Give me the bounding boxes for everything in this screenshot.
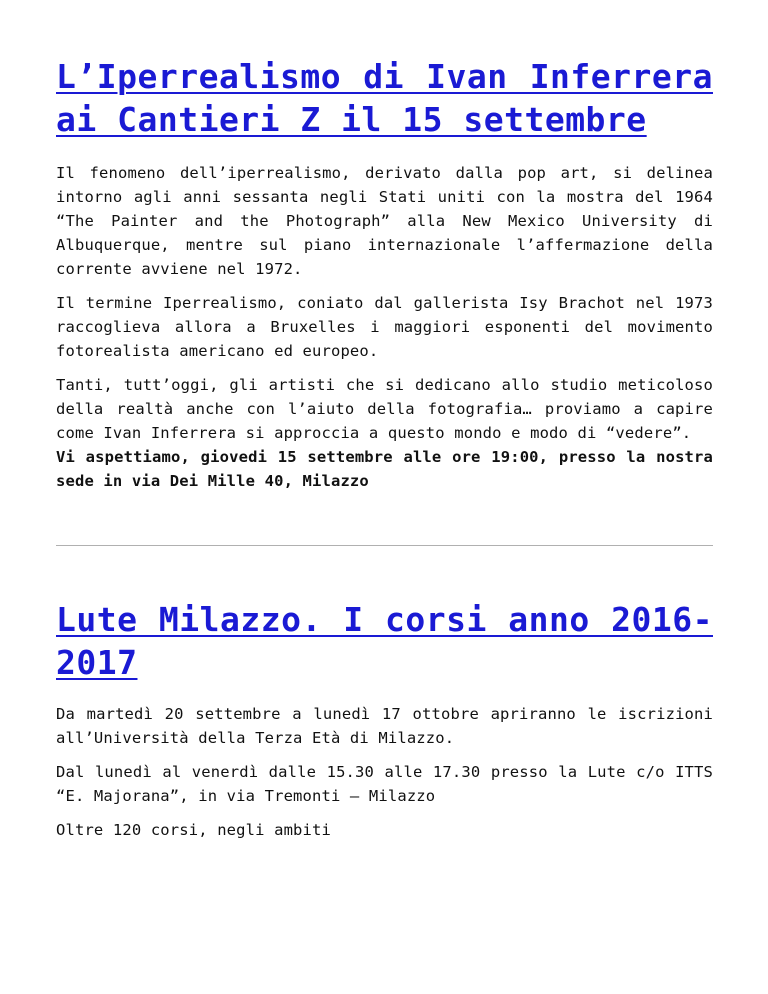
post-iperrealismo — [56, 55, 713, 493]
paragraph: Oltre 120 corsi, negli ambiti — [56, 821, 331, 839]
event-highlight: Vi aspettiamo, giovedi 15 settembre alle ore 19:00, presso la nostra sede in via Dei Mille 40, Milazzo — [56, 448, 713, 490]
post-body — [56, 161, 713, 493]
paragraph-text: Tanti, tutt’oggi, gli artisti che si dedicano allo studio meticoloso della realtà anche con l’aiuto della fotografia… proviamo a capire come Ivan Inferrera si approccia a questo mondo e modo di “vedere”. — [56, 376, 713, 442]
paragraph: Da martedì 20 settembre a lunedì 17 ottobre apriranno le iscrizioni all’Università della Terza Età di Milazzo. — [56, 705, 713, 747]
page-content — [56, 0, 713, 852]
paragraph: Dal lunedì al venerdì dalle 15.30 alle 17.30 presso la Lute c/o ITTS “E. Majorana”, in via Tremonti – Milazzo — [56, 763, 713, 805]
paragraph-with-highlight — [56, 373, 713, 493]
post-title-link[interactable]: L’Iperrealismo di Ivan Inferrera ai Cantieri Z il 15 settembre — [56, 57, 713, 139]
paragraph: Il fenomeno dell’iperrealismo, derivato dalla pop art, si delinea intorno agli anni sessanta negli Stati uniti con la mostra del 1964 “The Painter and the Photograph” alla New Mexico University di Albuquerque, mentre sul piano internazionale l’affermazione della corrente avviene nel 1972. — [56, 164, 713, 278]
post-body — [56, 702, 713, 842]
post-title — [56, 55, 713, 141]
post-separator — [56, 545, 713, 546]
post-lute-milazzo — [56, 598, 713, 842]
paragraph: Il termine Iperrealismo, coniato dal gallerista Isy Brachot nel 1973 raccoglieva allora a Bruxelles i maggiori esponenti del movimento fotorealista americano ed europeo. — [56, 294, 713, 360]
post-title — [56, 598, 713, 684]
post-title-link[interactable]: Lute Milazzo. I corsi anno 2016-2017 — [56, 600, 713, 682]
